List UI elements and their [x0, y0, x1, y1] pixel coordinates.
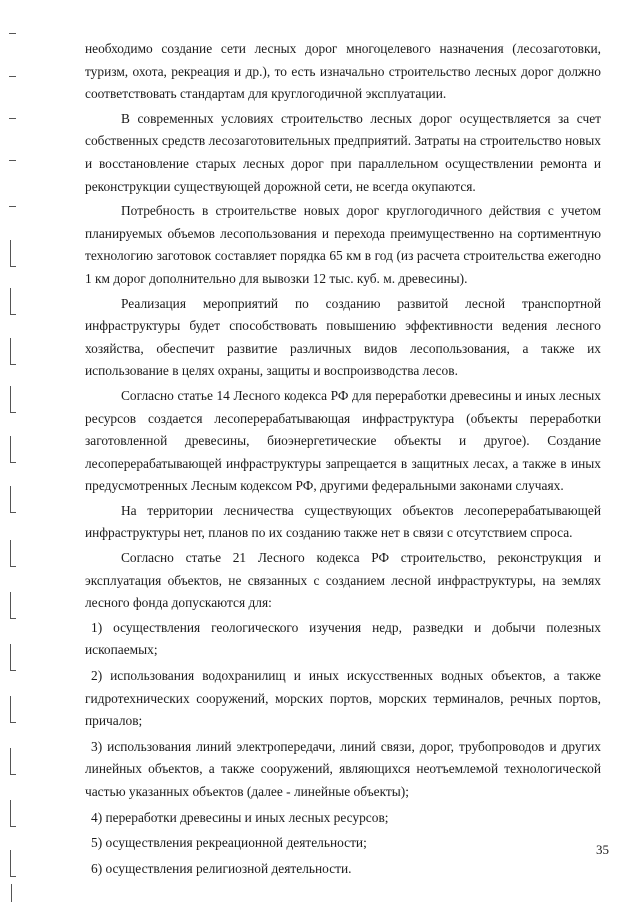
- binding-mark: [10, 288, 16, 315]
- binding-mark: [10, 800, 16, 827]
- list-item: 5) осуществления рекреационной деятельности;: [91, 835, 367, 851]
- binding-mark: [10, 338, 16, 365]
- binding-margin-marks: [0, 0, 40, 905]
- list-item: 4) переработки древесины и иных лесных ресурсов;: [91, 809, 389, 825]
- paragraph: На территории лесничества существующих объектов лесоперерабатывающей инфраструктуры нет, планов по их созданию также нет в связи с отсутствием спроса.: [85, 502, 601, 541]
- binding-mark: [9, 160, 16, 161]
- binding-mark: [10, 850, 16, 877]
- binding-mark: [10, 644, 16, 671]
- binding-mark: [10, 540, 16, 567]
- list-item: 3) использования линий электропередачи, линий связи, дорог, трубопроводов и других линейных объектов, а также сооружений, являющихся неотъемлемой технологической частью указанных объектов (далее - линейные объекты);: [85, 738, 601, 799]
- page-number: 35: [596, 842, 609, 857]
- paragraph: В современных условиях строительство лесных дорог осуществляется за счет собственных средств лесозаготовительных предприятий. Затраты на строительство новых и восстановление старых лесных дорог при параллельном осуществлении ремонта и реконструкции существующей дорожной сети, не всегда окупаются.: [85, 110, 601, 194]
- paragraph: необходимо создание сети лесных дорог многоцелевого назначения (лесозаготовки, туризм, охота, рекреация и др.), то есть изначально строительство лесных дорог должно соответствовать стандартам для круглогодичной эксплуатации.: [85, 41, 601, 102]
- list-item: 2) использования водохранилищ и иных искусственных водных объектов, а также гидротехнических сооружений, морских портов, морских терминалов, речных портов, причалов;: [85, 668, 601, 729]
- binding-mark: [10, 696, 16, 723]
- binding-mark: [9, 118, 16, 119]
- document-body: [85, 38, 601, 883]
- list-item: 1) осуществления геологического изучения недр, разведки и добычи полезных ископаемых;: [85, 619, 601, 658]
- paragraph: Согласно статье 21 Лесного кодекса РФ строительство, реконструкция и эксплуатация объектов, не связанных с созданием лесной инфраструктуры, на землях лесного фонда допускаются для:: [85, 550, 601, 611]
- list-item: 6) осуществления религиозной деятельности.: [91, 860, 352, 876]
- binding-mark: [11, 884, 12, 902]
- binding-mark: [10, 240, 16, 267]
- binding-mark: [10, 748, 16, 775]
- paragraph: Потребность в строительстве новых дорог круглогодичного действия с учетом планируемых объемов лесопользования и перехода преимущественно на сортиментную технологию заготовок составляет порядка 65 км в год (из расчета строительства ежегодно 1 км дорог дополнительно для вывозки 12 тыс. куб. м. древесины).: [85, 203, 601, 286]
- binding-mark: [10, 486, 16, 513]
- paragraph: Согласно статье 14 Лесного кодекса РФ для переработки древесины и иных лесных ресурсов создается лесоперерабатывающая инфраструктура (объекты переработки заготовленной древесины, биоэнергетические объекты и другое). Создание лесоперерабатывающей инфраструктуры запрещается в защитных лесах, а также в иных предусмотренных Лесным кодексом РФ, другими федеральными законами случаях.: [85, 387, 601, 494]
- binding-mark: [9, 33, 16, 34]
- binding-mark: [10, 386, 16, 413]
- binding-mark: [10, 592, 16, 619]
- paragraph: Реализация мероприятий по созданию развитой лесной транспортной инфраструктуры будет способствовать повышению эффективности ведения лесного хозяйства, обеспечит развитие различных видов лесопользования, а также их использование в целях охраны, защиты и воспроизводства лесов.: [85, 295, 601, 379]
- binding-mark: [9, 76, 16, 77]
- binding-mark: [9, 206, 16, 207]
- binding-mark: [10, 436, 16, 463]
